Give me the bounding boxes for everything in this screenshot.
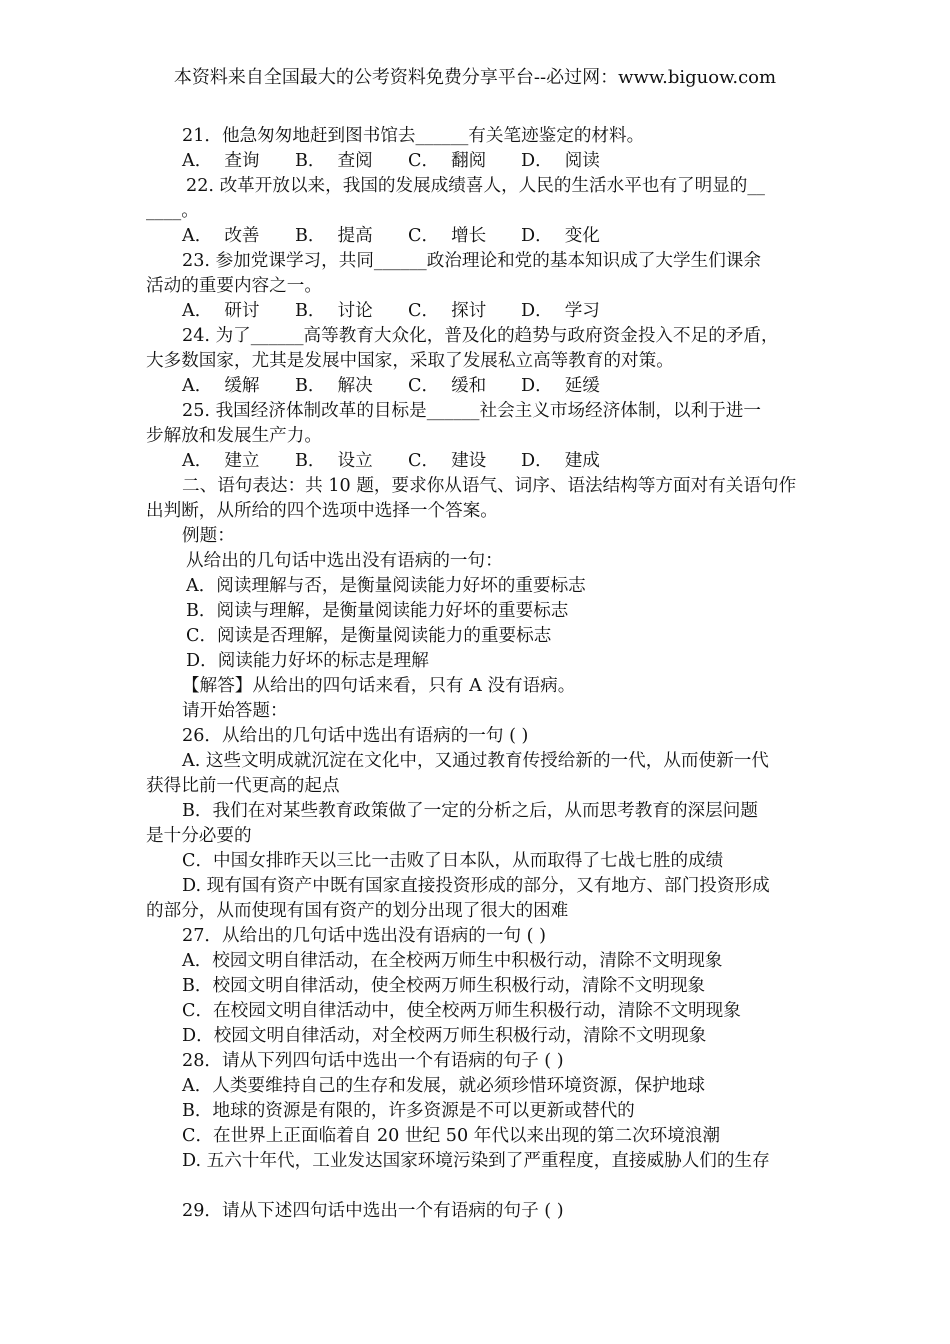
- example-stem: 从给出的几句话中选出没有语病的一句：: [186, 551, 503, 571]
- q26-option-b-line1: B．我们在对某些教育政策做了一定的分析之后，从而思考教育的深层问题: [182, 801, 758, 821]
- q21-stem: 21．他急匆匆地赶到图书馆去______有关笔迹鉴定的材料。: [182, 126, 645, 146]
- q25-option-c: C． 建设: [408, 451, 487, 471]
- q22-options: [146, 224, 810, 249]
- q24-option-c: C． 缓和: [408, 376, 487, 396]
- q22-stem-line2: ____。: [146, 201, 199, 221]
- q25-stem-line1: 25. 我国经济体制改革的目标是______社会主义市场经济体制，以利于进一: [182, 401, 761, 421]
- q23-stem-line1: 23. 参加党课学习，共同______政治理论和党的基本知识成了大学生们课余: [182, 251, 761, 271]
- page-header: 本资料来自全国最大的公考资料免费分享平台--必过网：www.biguow.com: [173, 67, 777, 88]
- q26-option-d-line1: D. 现有国有资产中既有国家直接投资形成的部分，又有地方、部门投资形成: [182, 876, 770, 896]
- q24-stem-line2: 大多数国家，尤其是发展中国家，采取了发展私立高等教育的对策。: [146, 351, 674, 371]
- q21-option-a: A． 查询: [182, 151, 260, 171]
- start-answering-label: 请开始答题：: [182, 701, 288, 721]
- q26-option-a-line1: A. 这些文明成就沉淀在文化中，又通过教育传授给新的一代，从而使新一代: [182, 751, 769, 771]
- q23-option-b: B． 讨论: [295, 301, 373, 321]
- q25-options: [146, 449, 810, 474]
- section2-intro-line1: 二、语句表达：共 10 题，要求你从语气、词序、语法结构等方面对有关语句作: [182, 476, 797, 496]
- q22-stem-line1: 22. 改革开放以来，我国的发展成绩喜人，人民的生活水平也有了明显的__: [186, 176, 765, 196]
- q28-option-a: A．人类要维持自己的生存和发展，就必须珍惜环境资源，保护地球: [182, 1076, 705, 1096]
- example-answer: 【解答】从给出的四句话来看，只有 A 没有语病。: [182, 676, 576, 696]
- question-content: [146, 124, 810, 1224]
- q21-options: [146, 149, 810, 174]
- q25-stem-line2: 步解放和发展生产力。: [146, 426, 322, 446]
- q23-stem-line2: 活动的重要内容之一。: [146, 276, 322, 296]
- q27-option-d: D．校园文明自律活动，对全校两万师生积极行动，清除不文明现象: [182, 1026, 707, 1046]
- q24-option-b: B． 解决: [295, 376, 373, 396]
- q26-option-d-line2: 的部分，从而使现有国有资产的划分出现了很大的困难: [146, 901, 569, 921]
- q26-option-c: C．中国女排昨天以三比一击败了日本队，从而取得了七战七胜的成绩: [182, 851, 724, 871]
- example-option-d: D．阅读能力好坏的标志是理解: [186, 651, 429, 671]
- q28-option-b: B．地球的资源是有限的，许多资源是不可以更新或替代的: [182, 1101, 635, 1121]
- example-option-c: C．阅读是否理解，是衡量阅读能力的重要标志: [186, 626, 552, 646]
- example-option-b: B．阅读与理解，是衡量阅读能力好坏的重要标志: [186, 601, 569, 621]
- q23-option-a: A． 研讨: [182, 301, 260, 321]
- q27-option-b: B．校园文明自律活动，使全校两万师生积极行动，清除不文明现象: [182, 976, 706, 996]
- q27-option-c: C．在校园文明自律活动中，使全校两万师生积极行动，清除不文明现象: [182, 1001, 741, 1021]
- q22-option-c: C． 增长: [408, 226, 487, 246]
- q25-option-d: D． 建成: [521, 451, 600, 471]
- q23-option-d: D． 学习: [521, 301, 600, 321]
- q22-option-d: D． 变化: [521, 226, 600, 246]
- q23-options: [146, 299, 810, 324]
- q26-stem: 26．从给出的几句话中选出有语病的一句 ( ): [182, 726, 529, 746]
- q21-option-c: C． 翻阅: [408, 151, 487, 171]
- q24-option-d: D． 延缓: [521, 376, 600, 396]
- q28-option-c: C．在世界上正面临着自 20 世纪 50 年代以来出现的第二次环境浪潮: [182, 1126, 721, 1146]
- q21-option-b: B． 查阅: [295, 151, 373, 171]
- q28-stem: 28．请从下列四句话中选出一个有语病的句子 ( ): [182, 1051, 564, 1071]
- q22-option-b: B． 提高: [295, 226, 373, 246]
- q27-stem: 27．从给出的几句话中选出没有语病的一句 ( ): [182, 926, 546, 946]
- q22-option-a: A． 改善: [182, 226, 260, 246]
- q24-option-a: A． 缓解: [182, 376, 260, 396]
- q28-option-d: D. 五六十年代，工业发达国家环境污染到了严重程度，直接威胁人们的生存: [182, 1151, 770, 1171]
- q21-option-d: D． 阅读: [521, 151, 600, 171]
- q29-stem: 29．请从下述四句话中选出一个有语病的句子 ( ): [182, 1201, 564, 1221]
- example-label: 例题：: [182, 526, 235, 546]
- blank-line: [146, 1174, 810, 1199]
- q25-option-a: A． 建立: [182, 451, 260, 471]
- q26-option-a-line2: 获得比前一代更高的起点: [146, 776, 340, 796]
- section2-intro-line2: 出判断，从所给的四个选项中选择一个答案。: [146, 501, 498, 521]
- q23-option-c: C． 探讨: [408, 301, 487, 321]
- q25-option-b: B． 设立: [295, 451, 373, 471]
- q24-stem-line1: 24. 为了______高等教育大众化，普及化的趋势与政府资金投入不足的矛盾，: [182, 326, 779, 346]
- q27-option-a: A．校园文明自律活动，在全校两万师生中积极行动，清除不文明现象: [182, 951, 723, 971]
- q26-option-b-line2: 是十分必要的: [146, 826, 252, 846]
- example-option-a: A．阅读理解与否，是衡量阅读能力好坏的重要标志: [186, 576, 586, 596]
- q24-options: [146, 374, 810, 399]
